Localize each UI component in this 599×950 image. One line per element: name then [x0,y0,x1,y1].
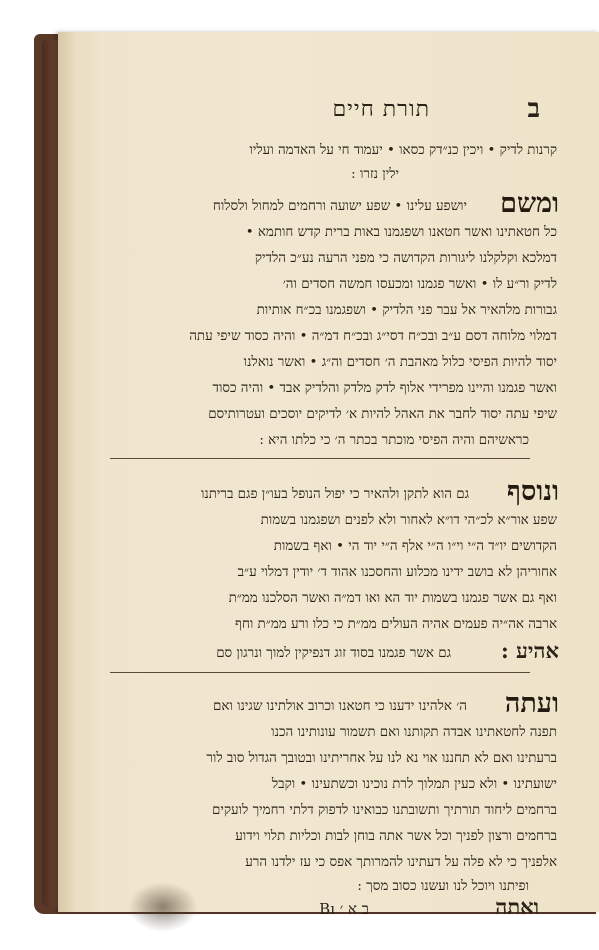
text-line: ברחמים ליחוד תורתיך ותשובתנו כבואינו לדפוק דלתי רחמיך לועקים [212,803,557,818]
text-line: ברחמים ורצון לפניך וכל אשר אתה בוחן לבות וכליות תלוי וידוע [235,829,557,844]
text-line: יסוד להיות הפיסי כלול מאהבת ה׳ חסדים וה״ג • ואשר נואלנו [243,355,557,370]
section-first-line: גם הוא לתקן ולהאיר כי יפול הנופל בעו״ן פגם בריתנו [200,487,469,502]
section-catchword: אהיע : [500,638,559,663]
text-line: ארבה אה״יה פעמים אהיה העולים ממ״ת כי כלו ורע ממ״ת וחף [235,617,557,632]
text-line: ופיתנו ויוכל לנו ועשנו כסוב מסך : [357,879,529,894]
text-line: ואף גם אשר פגמנו בשמות יוד הא ואו דמ״ה ואשר הסלכנו ממ״ת [228,591,557,606]
page-gutter [58,32,76,912]
text-line: לדיק ור״ע לו • ואשר פגמנו ומכעסו חמשה חסדים וה׳ [282,277,557,292]
section-lead-word: ועתה [504,688,559,719]
section-first-line: יושפע עלינו • שפע ישועה ורחמים למחול ולסלוח [212,199,467,214]
printer-signature-mark: ב א ׳ Bı [319,900,369,918]
section-divider [110,672,530,673]
text-line: תפנה לחטאתינו אבדה תקותנו ואם תשמור עונותינו הכנו [271,725,557,740]
text-line: ואשר פגמנו והיינו מפרידי אלוף לדק מלדק והלדיק אבד • והיה כסוד [212,381,557,396]
text-line: אלפניך כי לא פלה על דעתינו להמרותך אפס כי עז ילדנו הרע [245,855,557,870]
text-line: שיפי עתה יסוד לחבר את האהל להיות א׳ לדיקים יוסכים ועטרותיסם [208,407,557,422]
section-first-line: ה׳ אלהינו ידענו כי חטאנו וכרוב אולתינו שגינו ואם [213,699,467,714]
text-line: ישועתינו • ולא כעין תמלוך לרת נוכינו וכשתעינו • וקבל [271,777,557,792]
text-line: דמלוי מלוחה דסם ע״ב ובכ״ח דסי״ג ובכ״ח דמ״ה • והיה כסוד שיפי עתה [189,329,557,344]
text-line: גבורות מלהאיר אל עבר פני הלדיק • ושפגמנו בכ״ח אותיות [256,303,557,318]
page-title: תורת חיים [332,97,430,122]
running-header [110,96,540,130]
section-divider [110,458,530,459]
page-stain [128,882,198,932]
text-line: אחוריהן לא בושב ידינו מכלוע והחסכנו אהוד ד׳ יודין דמלוי ע״ב [237,565,557,580]
text-line: כראשיהם והיה הפיסי מוכתר בכתר ה׳ כי כלתו היא : [259,433,529,448]
section-lead-word: ונוסף [507,476,559,507]
text-line: שפע אור״א לכ״הי דו״א לאחור ולא לפנים ושפגמנו בשמות [260,513,557,528]
section-lead-word: ומשם [500,188,559,219]
intro-line: ילין נזרו : [351,167,399,182]
text-line: גם אשר פגמנו בסוד זוג דנפיקין למוך ונרגון סם [216,646,451,661]
intro-line: קרנות לדיק • ויכין כנ״דק כסאו • יעמוד חי על האדמה ועליו [249,143,557,158]
footer-catchword: ואתה [495,894,539,919]
text-line: ברעתינו ואם לא תחננו אוי נא לנו על אחריתינו ובטובך הגדול סוב לור [206,751,557,766]
text-line: הקדושים יו״ד ה״י וי״ו ה״י אלף ה״י יוד הי • ואף בשמות [273,539,557,554]
page-number-letter: ב [527,94,540,124]
text-line: דמלכא וקלקלנו ליגורות הקדושה כי מפני הרעה נע״כ הלדיק [254,251,557,266]
text-line: כל חטאתינו ואשר חטאנו ושפגמנו באות ברית קדש חותמא • [245,225,557,240]
